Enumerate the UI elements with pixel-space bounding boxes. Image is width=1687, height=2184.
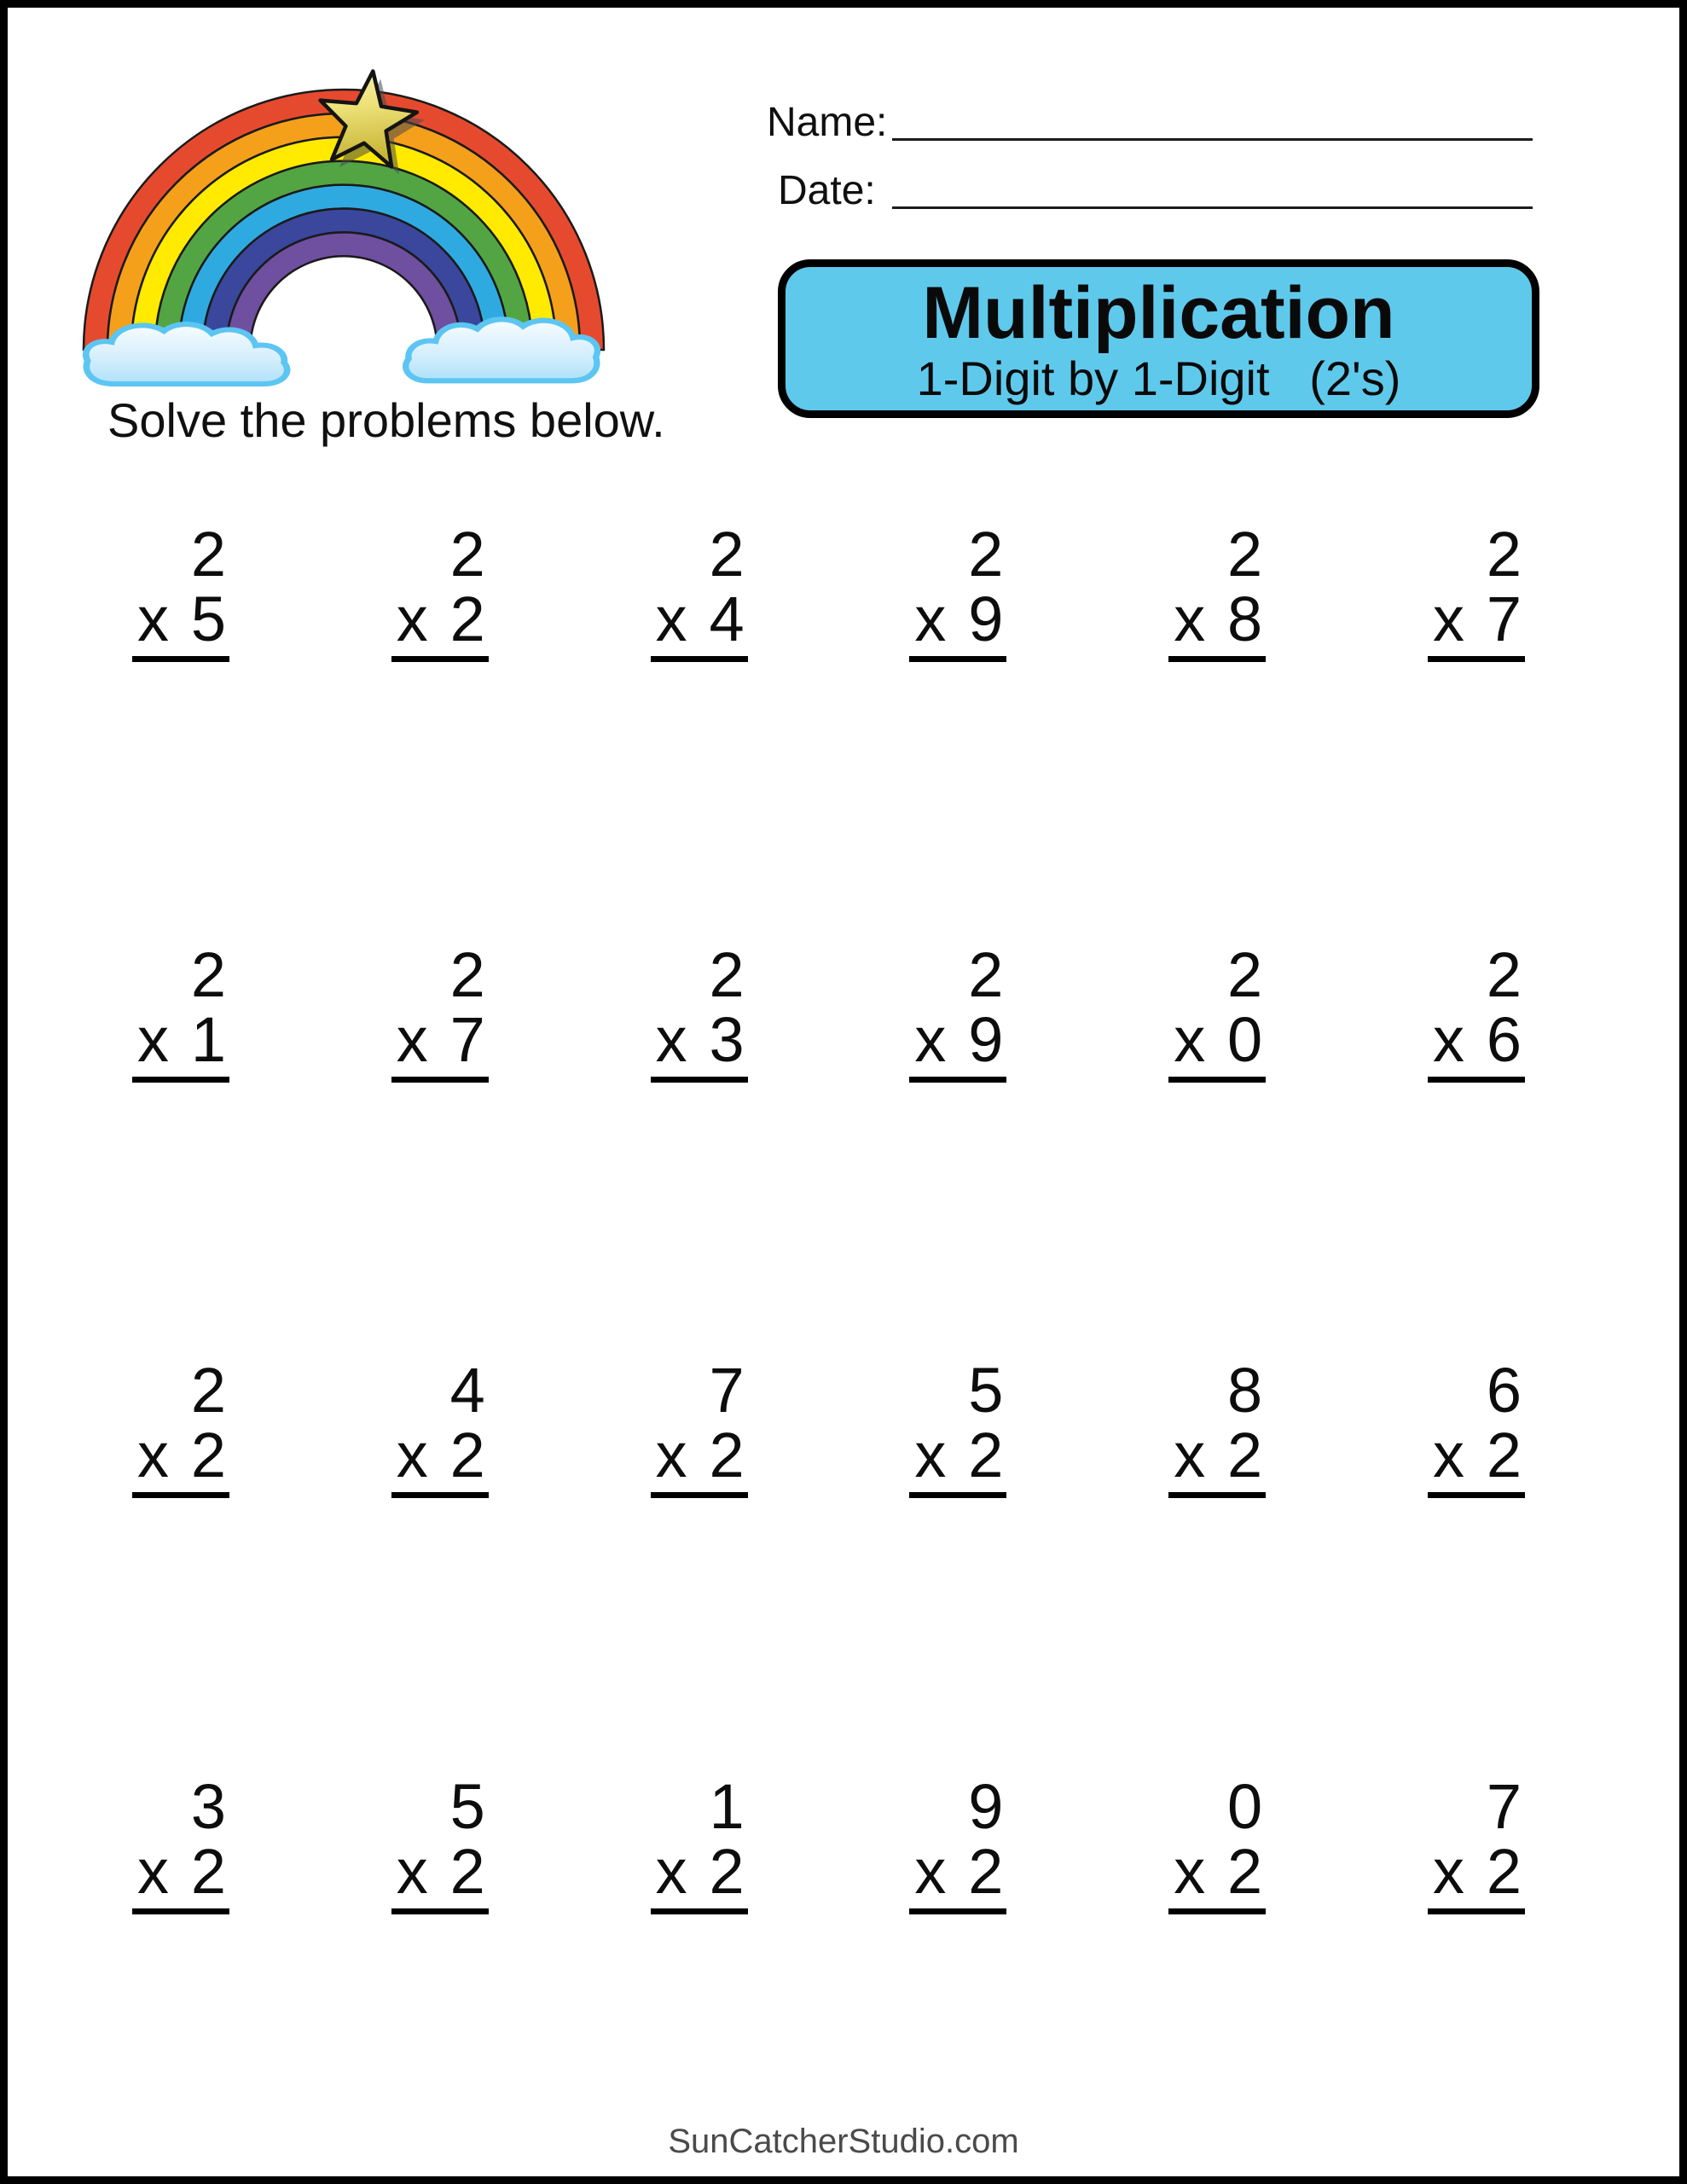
multiplier: 0 [1227, 1004, 1263, 1075]
problem [651, 939, 748, 1083]
title-box [778, 259, 1539, 418]
problem-bottom-row [1168, 1836, 1266, 1914]
problem [1168, 1355, 1266, 1498]
multiplier: 9 [968, 584, 1004, 654]
multiplier: 2 [1486, 1836, 1522, 1907]
multiplicand: 2 [968, 519, 1004, 590]
multiplicand: 0 [1227, 1771, 1263, 1842]
multiplicand: 2 [449, 939, 485, 1010]
problem [391, 939, 489, 1083]
multiplicand: 2 [190, 1355, 226, 1426]
multiply-operator: x [1432, 1836, 1464, 1907]
multiplier: 2 [1227, 1836, 1263, 1907]
multiplier: 7 [1486, 584, 1522, 654]
multiply-operator: x [396, 584, 428, 654]
multiplier: 2 [968, 1836, 1004, 1907]
multiplier: 2 [449, 1420, 485, 1490]
problem-bottom-row [391, 1836, 489, 1914]
problem-row [132, 519, 1525, 662]
multiply-operator: x [1174, 1420, 1206, 1490]
date-fill-in-line [892, 206, 1533, 209]
problem-bottom-row [132, 1004, 229, 1083]
multiplier: 5 [190, 584, 226, 654]
problem-row [132, 939, 1525, 1083]
multiplicand: 2 [1227, 939, 1263, 1010]
problem-bottom-row [1428, 584, 1525, 662]
problem [651, 1355, 748, 1498]
problem-bottom-row [909, 584, 1006, 662]
multiplicand: 4 [449, 1355, 485, 1426]
multiplier: 1 [190, 1004, 226, 1075]
problem-bottom-row [651, 1420, 748, 1498]
problem-bottom-row [391, 584, 489, 662]
multiplier: 2 [1486, 1420, 1522, 1490]
problem [391, 1771, 489, 1914]
multiply-operator: x [396, 1004, 428, 1075]
multiplier: 3 [709, 1004, 745, 1075]
problem-bottom-row [1428, 1420, 1525, 1498]
problem-row [132, 1355, 1525, 1498]
problem-bottom-row [1428, 1836, 1525, 1914]
problem-row [132, 1771, 1525, 1914]
site-credit: SunCatcherStudio.com [668, 2123, 1019, 2160]
multiply-operator: x [655, 1420, 687, 1490]
multiplicand: 2 [1486, 519, 1522, 590]
problem [651, 1771, 748, 1914]
multiplier: 7 [449, 1004, 485, 1075]
multiplier: 2 [1227, 1420, 1263, 1490]
multiply-operator: x [655, 1836, 687, 1907]
multiplier: 6 [1486, 1004, 1522, 1075]
problem [651, 519, 748, 662]
instruction-text: Solve the problems below. [107, 393, 665, 447]
problem [1428, 519, 1525, 662]
name-fill-in-line [892, 138, 1533, 141]
multiplier: 2 [968, 1420, 1004, 1490]
problem [1428, 939, 1525, 1083]
multiplicand: 2 [1227, 519, 1263, 590]
multiply-operator: x [1174, 1004, 1206, 1075]
multiplicand: 7 [1486, 1771, 1522, 1842]
problem [132, 1355, 229, 1498]
multiplicand: 2 [190, 519, 226, 590]
multiplicand: 3 [190, 1771, 226, 1842]
multiplier: 2 [449, 1836, 485, 1907]
name-label: Name: [767, 100, 888, 145]
problem-bottom-row [391, 1420, 489, 1498]
problem-bottom-row [909, 1004, 1006, 1083]
multiply-operator: x [655, 584, 687, 654]
multiply-operator: x [914, 584, 947, 654]
multiplicand: 5 [449, 1771, 485, 1842]
multiplier: 2 [709, 1836, 745, 1907]
multiplier: 2 [709, 1420, 745, 1490]
multiply-operator: x [1432, 1004, 1464, 1075]
problem [132, 1771, 229, 1914]
problem-bottom-row [1168, 1004, 1266, 1083]
multiplicand: 5 [968, 1355, 1004, 1426]
problem [1428, 1771, 1525, 1914]
problem-bottom-row [651, 1836, 748, 1914]
problem-bottom-row [1428, 1004, 1525, 1083]
problem [132, 519, 229, 662]
multiplicand: 2 [968, 939, 1004, 1010]
multiplier: 2 [190, 1420, 226, 1490]
problem-bottom-row [651, 584, 748, 662]
multiply-operator: x [137, 1836, 169, 1907]
multiply-operator: x [396, 1836, 428, 1907]
problem [909, 1355, 1006, 1498]
worksheet-title: Multiplication [922, 272, 1395, 354]
problem-bottom-row [1168, 1420, 1266, 1498]
multiplier: 2 [449, 584, 485, 654]
multiply-operator: x [137, 584, 169, 654]
multiplicand: 2 [190, 939, 226, 1010]
worksheet-subtitle: 1-Digit by 1-Digit (2's) [916, 351, 1401, 405]
problem-bottom-row [132, 584, 229, 662]
multiply-operator: x [1174, 584, 1206, 654]
multiplicand: 2 [709, 519, 745, 590]
problem-bottom-row [391, 1004, 489, 1083]
multiplicand: 6 [1486, 1355, 1522, 1426]
multiplier: 4 [709, 584, 745, 654]
date-label: Date: [778, 168, 876, 213]
multiply-operator: x [137, 1004, 169, 1075]
problem [909, 939, 1006, 1083]
problem [391, 519, 489, 662]
cloud-left [86, 324, 287, 384]
problem [1168, 519, 1266, 662]
problem [1428, 1355, 1525, 1498]
problem-bottom-row [909, 1836, 1006, 1914]
rainbow-illustration [75, 60, 608, 392]
multiplicand: 2 [1486, 939, 1522, 1010]
problem-bottom-row [651, 1004, 748, 1083]
problem [1168, 939, 1266, 1083]
multiplicand: 1 [709, 1771, 745, 1842]
multiplier: 8 [1227, 584, 1263, 654]
multiply-operator: x [914, 1836, 947, 1907]
problem-bottom-row [132, 1420, 229, 1498]
problem-bottom-row [1168, 584, 1266, 662]
multiply-operator: x [914, 1420, 947, 1490]
multiplicand: 9 [968, 1771, 1004, 1842]
problem-bottom-row [132, 1836, 229, 1914]
multiply-operator: x [396, 1420, 428, 1490]
multiply-operator: x [1432, 1420, 1464, 1490]
problem-bottom-row [909, 1420, 1006, 1498]
problem [1168, 1771, 1266, 1914]
multiply-operator: x [655, 1004, 687, 1075]
multiplicand: 2 [709, 939, 745, 1010]
problem [909, 1771, 1006, 1914]
multiply-operator: x [1174, 1836, 1206, 1907]
multiplier: 9 [968, 1004, 1004, 1075]
problem [909, 519, 1006, 662]
problem [132, 939, 229, 1083]
multiplicand: 8 [1227, 1355, 1263, 1426]
multiply-operator: x [137, 1420, 169, 1490]
multiply-operator: x [914, 1004, 947, 1075]
multiplicand: 2 [449, 519, 485, 590]
multiply-operator: x [1432, 584, 1464, 654]
multiplicand: 7 [709, 1355, 745, 1426]
problem [391, 1355, 489, 1498]
multiplier: 2 [190, 1836, 226, 1907]
